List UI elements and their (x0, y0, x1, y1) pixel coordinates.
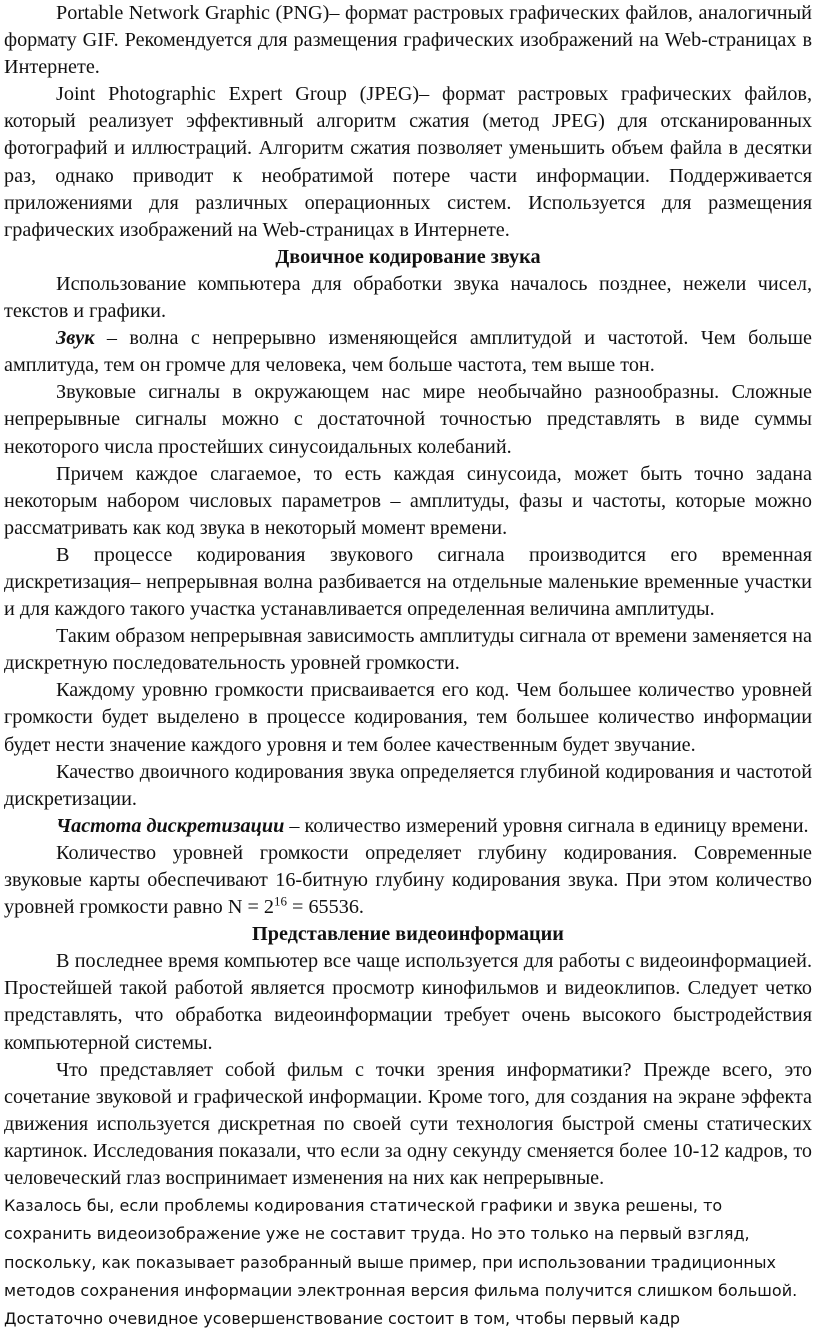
paragraph-sound-signals: Звуковые сигналы в окружающем нас мире необычайно разнообразны. Сложные непрерывные сигналы можно с достаточной точностью представлять в виде суммы некоторого числа простейших синусоидальных колебаний. (4, 381, 812, 458)
paragraph-discretization: В процессе кодирования звукового сигнала производится его временная дискретизация– непрерывная волна разбивается на отдельные маленькие временные участки и для каждого такого участка устанавливается определенная величина амплитуды. (4, 543, 812, 621)
paragraph-video-compression: Казалось бы, если проблемы кодирования статической графики и звука решены, то сохранить видеоизображение уже не составит труда. Но это только на первый взгляд, поскольку, как показывает разобранный выше пример, при использовании традиционных методов сохранения информации электронная версия фильма получится слишком большой. Достаточно очевидное усовершенствование состоит в том, чтобы первый кадр (4, 1196, 798, 1329)
heading-sound-encoding: Двоичное кодирование звука (275, 245, 541, 268)
paragraph-quality: Качество двоичного кодирования звука определяется глубиной кодирования и частотой дискретизации. (4, 760, 812, 810)
paragraph-bit-depth (4, 840, 812, 921)
paragraph-sinusoid: Причем каждое слагаемое, то есть каждая синусоида, может быть точно задана некоторым набором числовых параметров – амплитуды, фазы и частоты, которые можно рассматривать как код звука в некоторый момент времени. (4, 462, 812, 539)
paragraph-volume-levels: Таким образом непрерывная зависимость амплитуды сигнала от времени заменяется на дискретную последовательность уровней громкости. (4, 625, 812, 675)
paragraph-sound-intro: Использование компьютера для обработки звука началось позднее, нежели чисел, текстов и графики. (4, 272, 812, 323)
heading-video: Представление видеоинформации (252, 923, 564, 946)
paragraph-sound-definition (4, 325, 812, 379)
bit-depth-text: Количество уровней громкости определяет глубину кодирования. Современные звуковые карты обеспечивают 16-битную глубину кодирования звука. При этом количество уровней громкости равно N = 2 (4, 841, 812, 919)
term-sampling-rate: Частота дискретизации (56, 814, 285, 837)
bit-depth-result: = 65536. (286, 896, 364, 919)
paragraph-sampling-rate (4, 813, 812, 840)
exponent: 16 (273, 893, 287, 909)
paragraph-level-codes: Каждому уровню громкости присваивается его код. Чем большее количество уровней громкости будет выделено в процессе кодирования, тем большее количество информации будет нести значение каждого уровня и тем более качественным будет звучание. (4, 679, 812, 756)
definition-sound-text: – волна с непрерывно изменяющейся амплитудой и частотой. Чем больше амплитуда, тем он громче для человека, чем больше частота, тем выше тон. (4, 327, 812, 377)
paragraph-video-intro: В последнее время компьютер все чаще используется для работы с видеоинформацией. Простейшей такой работой является просмотр кинофильмов и видеоклипов. Следует четко представлять, что обработка видеоинформации требует очень высокого быстродействия компьютерной системы. (4, 950, 812, 1054)
term-sound: Звук (56, 327, 95, 350)
paragraph-film-definition: Что представляет собой фильм с точки зрения информатики? Прежде всего, это сочетание звуковой и графической информации. Кроме того, для создания на экране эффекта движения используется дискретная по своей сути технология быстрой смены статических картинок. Исследования показали, что если за одну секунду сменяется более 10-12 кадров, то человеческий глаз воспринимает изменения на них как непрерывные. (4, 1058, 812, 1190)
definition-sampling-rate-text: – количество измерений уровня сигнала в единицу времени. (284, 814, 809, 837)
document-page (4, 0, 812, 1334)
paragraph-png: Portable Network Graphic (PNG)– формат растровых графических файлов, аналогичный формату GIF. Рекомендуется для размещения графических изображений на Web-страницах в Интернете. (4, 2, 812, 79)
paragraph-jpeg: Joint Photographic Expert Group (JPEG)– формат растровых графических файлов, который реализует эффективный алгоритм сжатия (метод JPEG) для отсканированных фотографий и иллюстраций. Алгоритм сжатия позволяет уменьшить объем файла в десятки раз, однако приводит к необратимой потере части информации. Поддерживается приложениями для различных операционных систем. Используется для размещения графических изображений на Web-страницах в Интернете. (4, 83, 812, 241)
